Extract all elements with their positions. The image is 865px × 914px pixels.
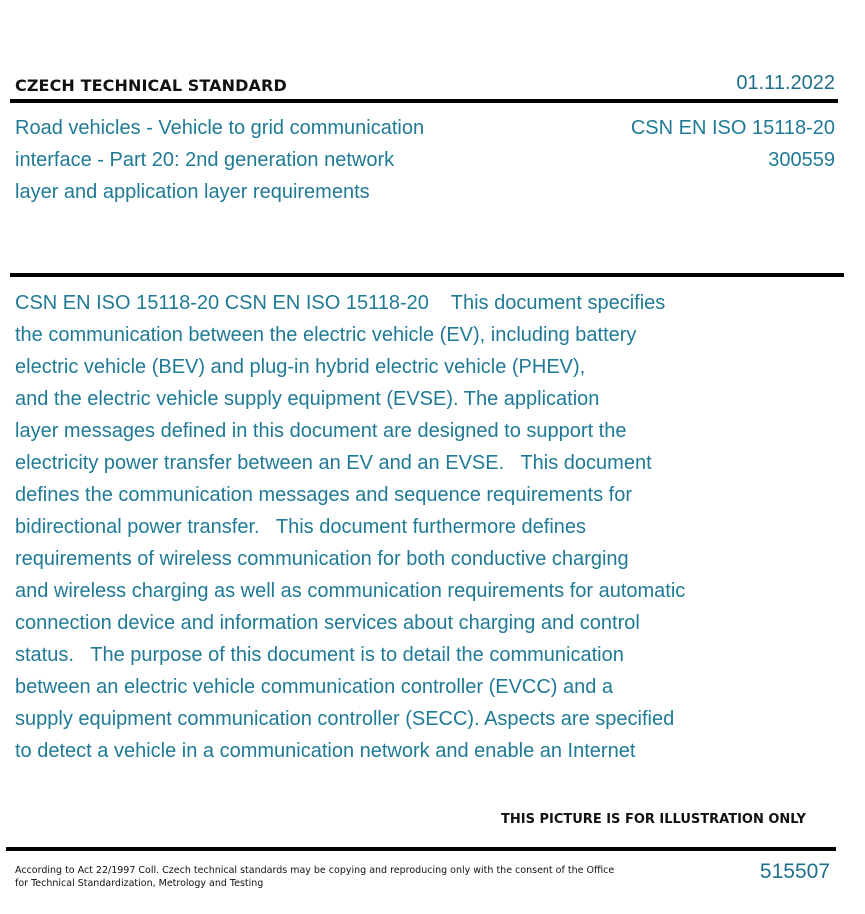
abstract-line: electricity power transfer between an EV and an EVSE. This document: [15, 452, 652, 474]
illustration-note: THIS PICTURE IS FOR ILLUSTRATION ONLY: [501, 812, 806, 827]
abstract-line: and wireless charging as well as communication requirements for automatic: [15, 580, 686, 602]
abstract-text: [15, 287, 775, 767]
abstract-line: connection device and information services about charging and control: [15, 612, 640, 634]
abstract-line: and the electric vehicle supply equipment (EVSE). The application: [15, 388, 600, 410]
legal-notice: [15, 864, 615, 890]
abstract-line: bidirectional power transfer. This document furthermore defines: [15, 516, 587, 538]
legal-notice-line: for Technical Standardization, Metrology and Testing: [15, 878, 264, 889]
footer-number: 515507: [759, 860, 830, 883]
header-title: CZECH TECHNICAL STANDARD: [15, 76, 287, 95]
document-title-line: Road vehicles - Vehicle to grid communication: [15, 117, 425, 139]
abstract-line: between an electric vehicle communication controller (EVCC) and a: [15, 676, 614, 698]
legal-notice-line: According to Act 22/1997 Coll. Czech technical standards may be copying and reproducing only with the consent of the Office: [15, 865, 615, 876]
document-title-line: layer and application layer requirements: [15, 181, 370, 203]
standard-code: CSN EN ISO 15118-20: [630, 117, 835, 139]
document-identifier: [631, 112, 835, 176]
document-title: [15, 112, 485, 208]
header-date: 01.11.2022: [736, 72, 835, 94]
abstract-line: CSN EN ISO 15118-20 CSN EN ISO 15118-20 This document specifies: [15, 292, 666, 314]
abstract-line: to detect a vehicle in a communication network and enable an Internet: [15, 740, 636, 762]
abstract-line: the communication between the electric vehicle (EV), including battery: [15, 324, 637, 346]
middle-rule-divider: [10, 273, 844, 277]
document-title-line: interface - Part 20: 2nd generation network: [15, 149, 395, 171]
abstract-line: supply equipment communication controller (SECC). Aspects are specified: [15, 708, 675, 730]
catalog-number: 300559: [768, 149, 835, 171]
top-rule-divider: [10, 99, 838, 103]
bottom-rule-divider: [6, 847, 836, 851]
abstract-line: requirements of wireless communication for both conductive charging: [15, 548, 629, 570]
abstract-line: status. The purpose of this document is to detail the communication: [15, 644, 624, 666]
abstract-line: defines the communication messages and sequence requirements for: [15, 484, 633, 506]
abstract-line: layer messages defined in this document are designed to support the: [15, 420, 627, 442]
abstract-line: electric vehicle (BEV) and plug-in hybrid electric vehicle (PHEV),: [15, 356, 586, 378]
